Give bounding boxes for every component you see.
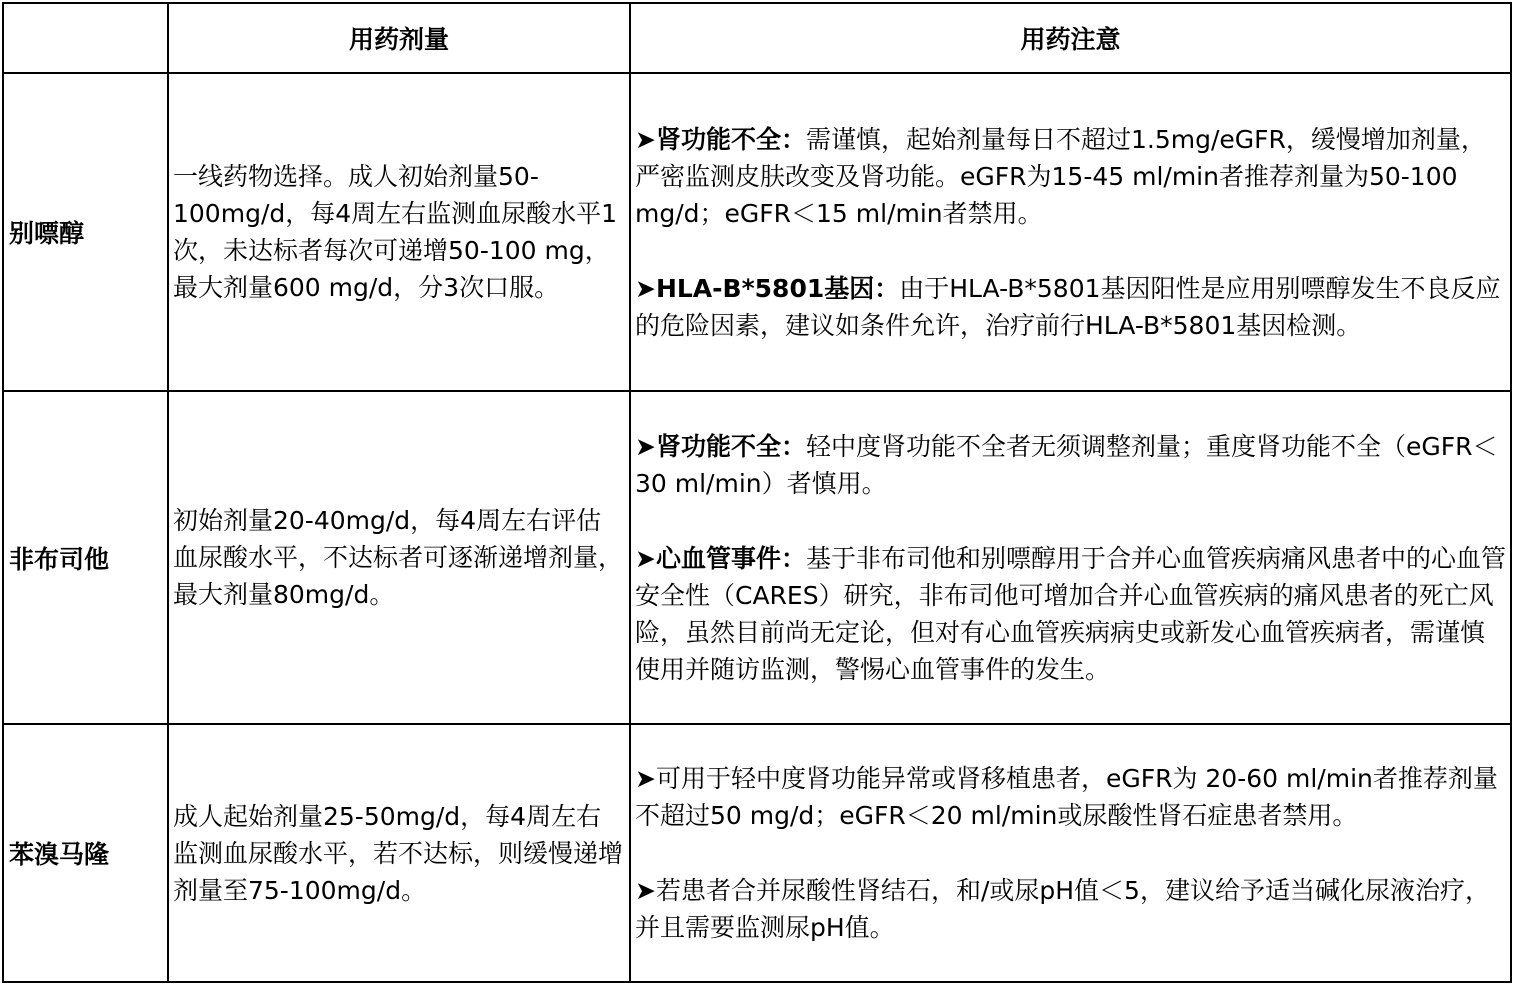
caution-text: 需谨慎，起始剂量每日不超过1.5mg/eGFR，缓慢增加剂量，严密监测皮肤改变及肾功能。eGFR为15-45 ml/min者推荐剂量为50-100 mg/d；eGFR＜15 ml/min者禁用。: [635, 124, 1486, 228]
arrow-bullet-icon: ➤: [635, 543, 656, 573]
caution-item: [635, 428, 1506, 502]
caution-text: 由于HLA-B*5801基因阳性是应用别嘌醇发生不良反应的危险因素，建议如条件允许，治疗前行HLA-B*5801基因检测。: [635, 273, 1501, 340]
caution-cell: [630, 724, 1511, 982]
drug-dosage-table: [2, 2, 1512, 983]
caution-text: 基于非布司他和别嘌醇用于合并心血管疾病痛风患者中的心血管安全性（CARES）研究，非布司他可增加合并心血管疾病的痛风患者的死亡风险，虽然目前尚无定论，但对有心血管疾病病史或新发心血管疾病者，需谨慎使用并随访监测，警惕心血管事件的发生。: [635, 543, 1506, 684]
dose-text: 一线药物选择。成人初始剂量50-100mg/d，每4周左右监测血尿酸水平1次，未达标者每次可递增50-100 mg，最大剂量600 mg/d，分3次口服。: [168, 73, 630, 391]
caution-item: [635, 270, 1506, 344]
arrow-bullet-icon: ➤: [635, 124, 656, 154]
caution-item: [635, 540, 1506, 688]
arrow-bullet-icon: ➤: [635, 431, 656, 461]
caution-cell: [630, 391, 1511, 724]
header-dose: 用药剂量: [168, 3, 630, 73]
header-caution: 用药注意: [630, 3, 1511, 73]
caution-label: 肾功能不全：: [655, 431, 806, 461]
dose-text: 成人起始剂量25-50mg/d，每4周左右监测血尿酸水平，若不达标，则缓慢递增剂量至75-100mg/d。: [168, 724, 630, 982]
drug-name: 苯溴马隆: [3, 724, 168, 982]
caution-text: 轻中度肾功能不全者无须调整剂量；重度肾功能不全（eGFR＜30 ml/min）者慎用。: [635, 431, 1498, 498]
table-row: [3, 391, 1511, 724]
table-row: [3, 724, 1511, 982]
caution-label: 心血管事件：: [655, 543, 806, 573]
table-row: [3, 73, 1511, 391]
arrow-bullet-icon: ➤: [635, 764, 656, 793]
caution-label: 肾功能不全：: [655, 124, 806, 154]
arrow-bullet-icon: ➤: [635, 876, 656, 905]
caution-text: 可用于轻中度肾功能异常或肾移植患者，eGFR为 20-60 ml/min者推荐剂量不超过50 mg/d；eGFR＜20 ml/min或尿酸性肾石症患者禁用。: [635, 764, 1498, 830]
caution-item: [635, 760, 1506, 834]
caution-cell: [630, 73, 1511, 391]
header-drug: [3, 3, 168, 73]
caution-text: 若患者合并尿酸性肾结石，和/或尿pH值＜5，建议给予适当碱化尿液治疗，并且需要监测尿pH值。: [635, 876, 1490, 942]
caution-label: HLA-B*5801基因：: [655, 273, 900, 303]
caution-item: [635, 872, 1506, 946]
drug-name: 非布司他: [3, 391, 168, 724]
table-header-row: [3, 3, 1511, 73]
drug-name: 别嘌醇: [3, 73, 168, 391]
dose-text: 初始剂量20-40mg/d，每4周左右评估血尿酸水平，不达标者可逐渐递增剂量，最大剂量80mg/d。: [168, 391, 630, 724]
caution-item: [635, 121, 1506, 232]
arrow-bullet-icon: ➤: [635, 273, 656, 303]
